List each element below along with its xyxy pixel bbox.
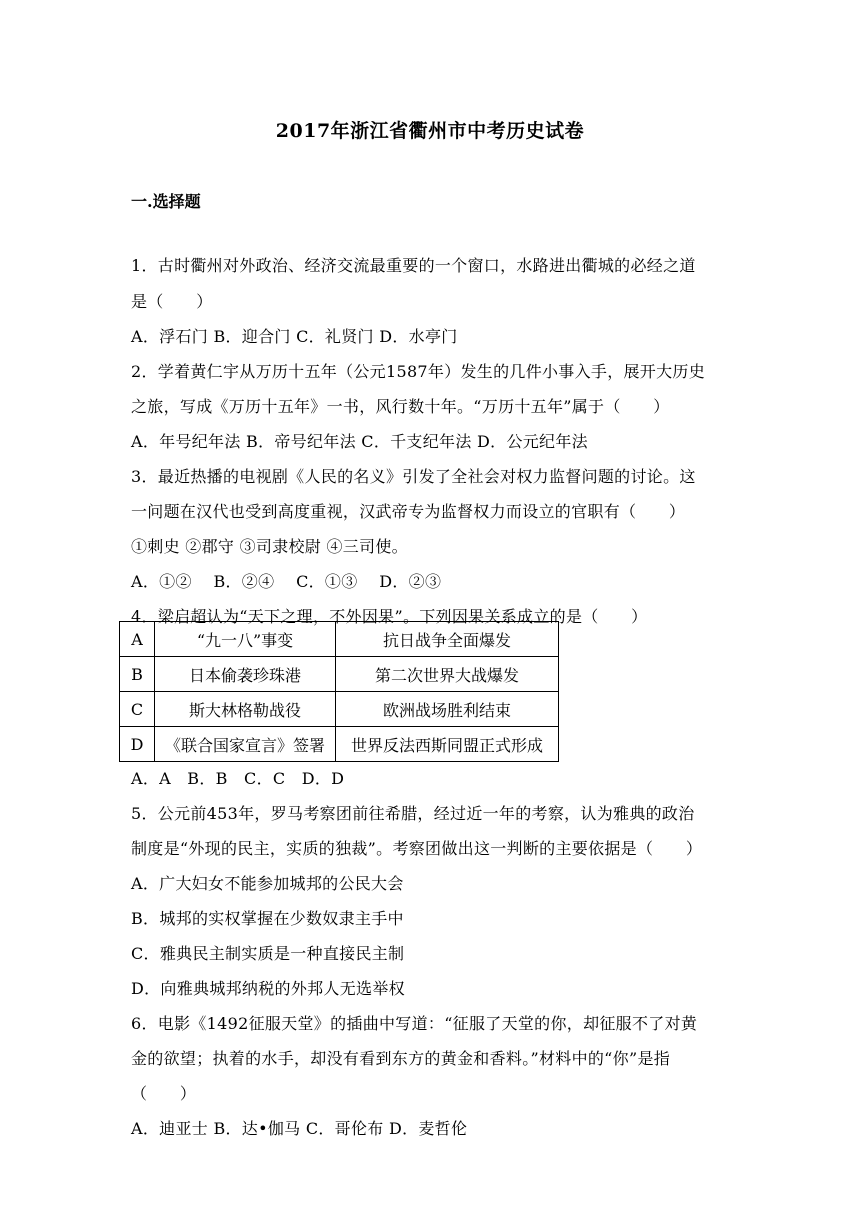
- table-cell: 斯大林格勒战役: [155, 692, 336, 727]
- question-5-option-a: A．广大妇女不能参加城邦的公民大会: [131, 874, 404, 893]
- table-cell: C: [120, 692, 155, 727]
- question-5-option-b: B．城邦的实权掌握在少数奴隶主手中: [131, 909, 404, 928]
- question-3-line-1: 3．最近热播的电视剧《人民的名义》引发了全社会对权力监督问题的讨论。这: [131, 467, 696, 486]
- table-cell: 世界反法西斯同盟正式形成: [336, 727, 559, 762]
- page-title: 2017年浙江省衢州市中考历史试卷: [275, 120, 585, 142]
- table-row: [120, 657, 559, 692]
- section-heading: 一.选择题: [131, 192, 201, 211]
- table-cell: A: [120, 622, 155, 657]
- question-4-options: A．A B．B C．C D．D: [131, 769, 345, 788]
- question-2-line-1: 2．学着黄仁宇从万历十五年（公元1587年）发生的几件小事入手，展开大历史: [131, 362, 705, 381]
- question-6-line-3: （ ）: [131, 1084, 197, 1103]
- table-row: [120, 727, 559, 762]
- question-6-line-2: 金的欲望；执着的水手，却没有看到东方的黄金和香料。”材料中的“你”是指: [131, 1049, 671, 1068]
- table-cell: D: [120, 727, 155, 762]
- table-cell: 日本偷袭珍珠港: [155, 657, 336, 692]
- question-4-line-1: 4．梁启超认为“天下之理，不外因果”。下列因果关系成立的是（ ）: [131, 607, 648, 626]
- question-6-line-1: 6．电影《1492征服天堂》的插曲中写道：“征服了天堂的你，却征服不了对黄: [131, 1014, 698, 1033]
- table-cell: 《联合国家宣言》签署: [155, 727, 336, 762]
- table-cell: “九一八”事变: [155, 622, 336, 657]
- question-5-option-c: C．雅典民主制实质是一种直接民主制: [131, 944, 405, 963]
- question-2-line-2: 之旅，写成《万历十五年》一书，风行数十年。“万历十五年”属于（ ）: [131, 397, 670, 416]
- question-4-table: [119, 621, 559, 762]
- question-1-line-1: 1．古时衢州对外政治、经济交流最重要的一个窗口，水路进出衢城的必经之道: [131, 256, 696, 275]
- question-1-line-2: 是（ ）: [131, 292, 213, 311]
- question-5-line-2: 制度是“外现的民主，实质的独裁”。考察团做出这一判断的主要依据是（ ）: [131, 839, 703, 858]
- question-6-options: A．迪亚士 B．达•伽马 C．哥伦布 D．麦哲伦: [131, 1119, 468, 1138]
- table-cell: 第二次世界大战爆发: [336, 657, 559, 692]
- question-3-items: ①刺史 ②郡守 ③司隶校尉 ④三司使。: [131, 537, 408, 556]
- question-5-line-1: 5．公元前453年，罗马考察团前往希腊，经过近一年的考察，认为雅典的政治: [131, 804, 695, 823]
- question-2-options: A．年号纪年法 B．帝号纪年法 C．千支纪年法 D．公元纪年法: [131, 432, 588, 451]
- question-3-line-2: 一问题在汉代也受到高度重视，汉武帝专为监督权力而设立的官职有（ ）: [131, 502, 686, 521]
- table-row: [120, 622, 559, 657]
- question-3-options: A．①② B．②④ C．①③ D．②③: [131, 572, 442, 591]
- question-1-options: A．浮石门 B．迎合门 C．礼贤门 D．水亭门: [131, 327, 458, 346]
- table-cell: B: [120, 657, 155, 692]
- table-cell: 欧洲战场胜利结束: [336, 692, 559, 727]
- table-cell: 抗日战争全面爆发: [336, 622, 559, 657]
- question-5-option-d: D．向雅典城邦纳税的外邦人无选举权: [131, 979, 405, 998]
- table-row: [120, 692, 559, 727]
